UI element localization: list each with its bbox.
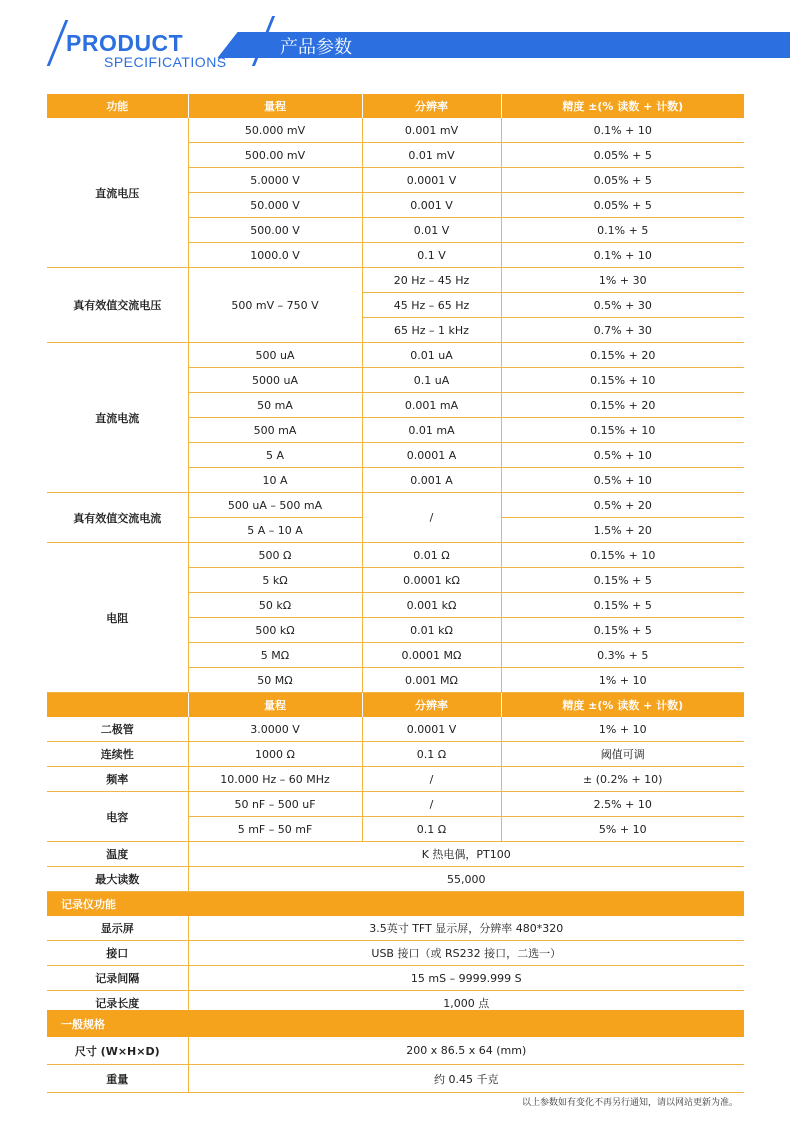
cell-acc: 1% + 10 <box>501 668 744 693</box>
table-row <box>47 966 744 991</box>
cell-acc: 0.05% + 5 <box>501 168 744 193</box>
cell-res: 0.0001 kΩ <box>362 568 501 593</box>
section-logger <box>47 892 744 917</box>
header-range: 量程 <box>188 94 362 118</box>
cell-res: 0.001 V <box>362 193 501 218</box>
cell-res: 0.1 V <box>362 243 501 268</box>
cell-range: 10 A <box>188 468 362 493</box>
cell-res: 0.01 uA <box>362 343 501 368</box>
cell-range: 500 mV – 750 V <box>188 268 362 343</box>
cell-value: 15 mS – 9999.999 S <box>188 966 744 991</box>
cell-acc: 0.15% + 10 <box>501 418 744 443</box>
func-interval: 记录间隔 <box>47 966 188 991</box>
cell-acc: 5% + 10 <box>501 817 744 842</box>
table-row <box>47 767 744 792</box>
cell-res: 0.1 Ω <box>362 817 501 842</box>
cell-range: 1000.0 V <box>188 243 362 268</box>
cell-res: 0.01 mV <box>362 143 501 168</box>
cell-value: USB 接口（或 RS232 接口，二选一） <box>188 941 744 966</box>
cell-res: / <box>362 792 501 817</box>
header-func: 功能 <box>47 94 188 118</box>
cell-range: 5 kΩ <box>188 568 362 593</box>
cell-res: 0.01 kΩ <box>362 618 501 643</box>
cell-acc: 0.15% + 5 <box>501 568 744 593</box>
table-row <box>47 543 744 568</box>
cell-res: 0.001 mV <box>362 118 501 143</box>
table-header-row <box>47 94 744 118</box>
cell-value: 1,000 点 <box>188 991 744 1016</box>
cell-res: 0.1 uA <box>362 368 501 393</box>
cell-acc: 0.5% + 10 <box>501 443 744 468</box>
table-row <box>47 941 744 966</box>
cell-acc: 0.15% + 10 <box>501 543 744 568</box>
cell-res: 0.001 A <box>362 468 501 493</box>
cell-res: 0.001 MΩ <box>362 668 501 693</box>
header-resolution: 分辨率 <box>362 693 501 718</box>
table-row <box>47 792 744 817</box>
cell-range: 10.000 Hz – 60 MHz <box>188 767 362 792</box>
cell-value: 55,000 <box>188 867 744 892</box>
cell-res: 0.01 Ω <box>362 543 501 568</box>
cell-res: 0.0001 V <box>362 717 501 742</box>
spec-table <box>47 94 744 1016</box>
cell-acc: 0.15% + 20 <box>501 343 744 368</box>
cell-range: 5 A <box>188 443 362 468</box>
func-interface: 接口 <box>47 941 188 966</box>
cell-res: / <box>362 767 501 792</box>
cell-res: 0.001 kΩ <box>362 593 501 618</box>
cell-acc: 0.05% + 5 <box>501 143 744 168</box>
func-dc-voltage: 直流电压 <box>47 118 188 268</box>
cell-acc: 0.1% + 10 <box>501 243 744 268</box>
table-row <box>47 742 744 767</box>
func-diode: 二极管 <box>47 717 188 742</box>
cell-acc: 1% + 10 <box>501 717 744 742</box>
cell-value: 约 0.45 千克 <box>188 1065 744 1093</box>
func-dc-current: 直流电流 <box>47 343 188 493</box>
cell-range: 3.0000 V <box>188 717 362 742</box>
cell-acc: 2.5% + 10 <box>501 792 744 817</box>
cell-acc: 0.5% + 20 <box>501 493 744 518</box>
cell-range: 5 mF – 50 mF <box>188 817 362 842</box>
cell-range: 500.00 mV <box>188 143 362 168</box>
cell-acc: 0.15% + 10 <box>501 368 744 393</box>
func-frequency: 频率 <box>47 767 188 792</box>
func-ac-current: 真有效值交流电流 <box>47 493 188 543</box>
table-row <box>47 1065 744 1093</box>
cell-range: 500.00 V <box>188 218 362 243</box>
table-header-row-2 <box>47 693 744 718</box>
table-row <box>47 916 744 941</box>
cell-value: K 热电偶，PT100 <box>188 842 744 867</box>
table-row <box>47 268 744 293</box>
header-resolution: 分辨率 <box>362 94 501 118</box>
cell-acc: 0.05% + 5 <box>501 193 744 218</box>
header-accuracy: 精度 ±(% 读数 + 计数) <box>501 693 744 718</box>
cell-acc: 1.5% + 20 <box>501 518 744 543</box>
func-ac-voltage: 真有效值交流电压 <box>47 268 188 343</box>
section-title: 记录仪功能 <box>47 892 744 917</box>
func-resistance: 电阻 <box>47 543 188 693</box>
func-continuity: 连续性 <box>47 742 188 767</box>
func-size: 尺寸 (W×H×D) <box>47 1037 188 1065</box>
cell-freq: 20 Hz – 45 Hz <box>362 268 501 293</box>
cell-res: 0.0001 MΩ <box>362 643 501 668</box>
table-row <box>47 717 744 742</box>
func-length: 记录长度 <box>47 991 188 1016</box>
table-row <box>47 118 744 143</box>
cell-res: 0.0001 A <box>362 443 501 468</box>
footnote: 以上参数如有变化不再另行通知，请以网站更新为准。 <box>521 1098 738 1108</box>
page-title-en: PRODUCT <box>66 30 184 56</box>
cell-acc: 0.3% + 5 <box>501 643 744 668</box>
cell-res: 0.01 V <box>362 218 501 243</box>
cell-res: 0.01 mA <box>362 418 501 443</box>
cell-range: 50.000 mV <box>188 118 362 143</box>
cell-value: 3.5英寸 TFT 显示屏，分辨率 480*320 <box>188 916 744 941</box>
cell-range: 50 mA <box>188 393 362 418</box>
table-row <box>47 1037 744 1065</box>
page-subtitle-en: SPECIFICATIONS <box>104 54 227 70</box>
table-row <box>47 493 744 518</box>
table-row <box>47 842 744 867</box>
cell-range: 500 kΩ <box>188 618 362 643</box>
cell-acc: 0.5% + 10 <box>501 468 744 493</box>
func-display: 显示屏 <box>47 916 188 941</box>
func-capacitance: 电容 <box>47 792 188 842</box>
cell-acc: ± (0.2% + 10) <box>501 767 744 792</box>
cell-range: 1000 Ω <box>188 742 362 767</box>
cell-range: 500 uA – 500 mA <box>188 493 362 518</box>
cell-range: 5 A – 10 A <box>188 518 362 543</box>
cell-range: 5000 uA <box>188 368 362 393</box>
cell-value: 200 x 86.5 x 64 (mm) <box>188 1037 744 1065</box>
cell-acc: 0.5% + 30 <box>501 293 744 318</box>
func-temperature: 温度 <box>47 842 188 867</box>
cell-range: 50 MΩ <box>188 668 362 693</box>
cell-res: 0.1 Ω <box>362 742 501 767</box>
header-empty <box>47 693 188 718</box>
cell-range: 5 MΩ <box>188 643 362 668</box>
cell-acc: 0.1% + 10 <box>501 118 744 143</box>
section-title: 一般规格 <box>47 1010 744 1037</box>
cell-acc: 阈值可调 <box>501 742 744 767</box>
section-general <box>47 1010 744 1037</box>
cell-range: 500 uA <box>188 343 362 368</box>
cell-freq: 45 Hz – 65 Hz <box>362 293 501 318</box>
cell-range: 500 mA <box>188 418 362 443</box>
page-title-cn: 产品参数 <box>280 37 352 58</box>
header-accuracy: 精度 ±(% 读数 + 计数) <box>501 94 744 118</box>
cell-range: 500 Ω <box>188 543 362 568</box>
func-weight: 重量 <box>47 1065 188 1093</box>
cell-acc: 0.1% + 5 <box>501 218 744 243</box>
cell-res: 0.0001 V <box>362 168 501 193</box>
table-row <box>47 867 744 892</box>
cell-res: 0.001 mA <box>362 393 501 418</box>
cell-range: 50 kΩ <box>188 593 362 618</box>
cell-acc: 0.7% + 30 <box>501 318 744 343</box>
cell-acc: 0.15% + 5 <box>501 593 744 618</box>
header-range: 量程 <box>188 693 362 718</box>
table-row <box>47 343 744 368</box>
cell-res: / <box>362 493 501 543</box>
func-max-reading: 最大读数 <box>47 867 188 892</box>
cell-range: 5.0000 V <box>188 168 362 193</box>
cell-acc: 1% + 30 <box>501 268 744 293</box>
general-table <box>47 1010 744 1093</box>
cell-acc: 0.15% + 20 <box>501 393 744 418</box>
cell-acc: 0.15% + 5 <box>501 618 744 643</box>
cell-range: 50 nF – 500 uF <box>188 792 362 817</box>
cell-freq: 65 Hz – 1 kHz <box>362 318 501 343</box>
cell-range: 50.000 V <box>188 193 362 218</box>
